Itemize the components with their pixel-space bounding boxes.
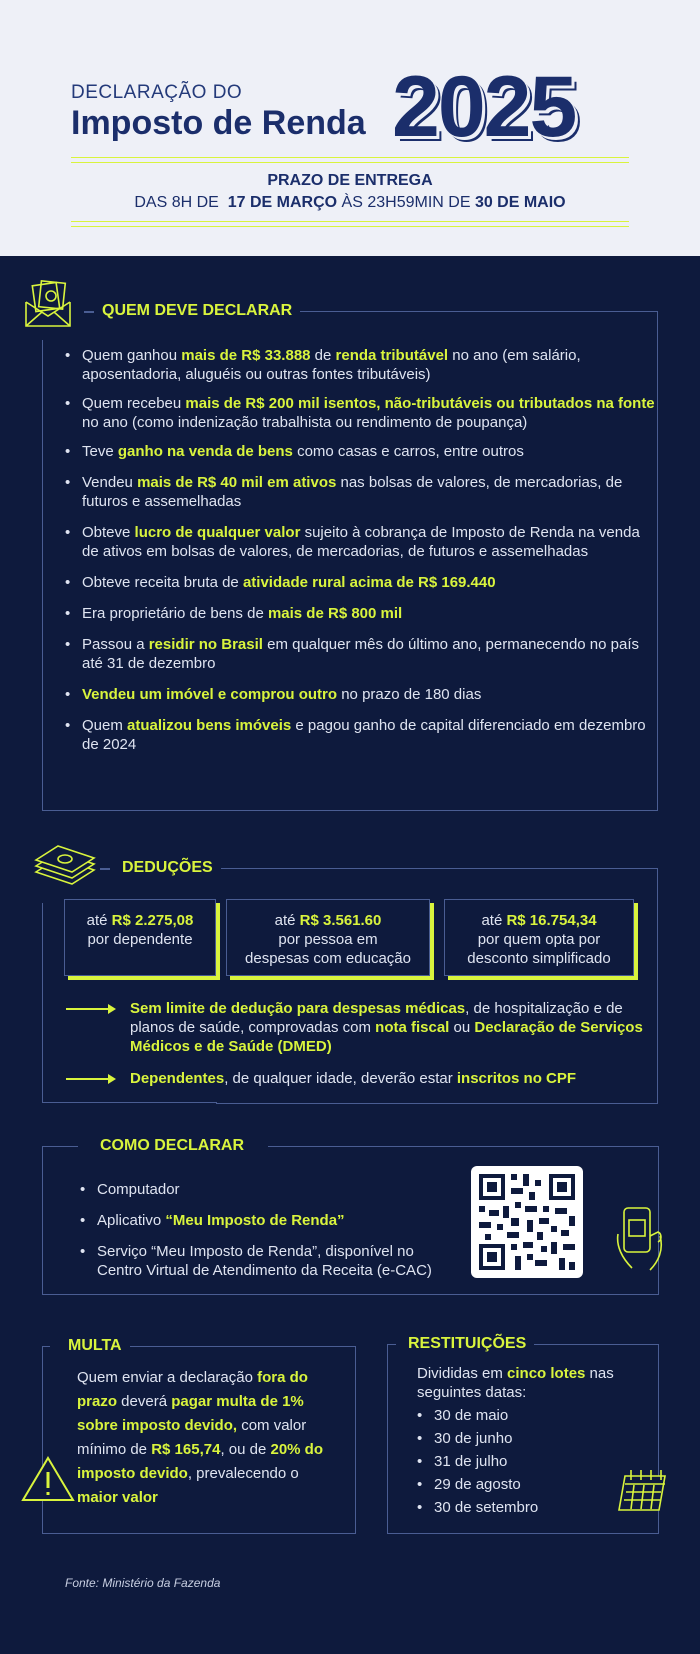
intro-text: nas seguintes datas: [417,1365,614,1401]
qr-code[interactable] [471,1166,583,1278]
list-item [65,473,655,511]
arrow-icon [66,1008,114,1010]
item-text: Era proprietário de bens de [82,605,268,622]
list-item [417,1429,597,1448]
note-highlight: nota fiscal [375,1019,450,1036]
multa-text-part: com valor mínimo de [77,1417,307,1458]
deduction-card-dependente [64,899,216,976]
list-item [80,1180,460,1199]
item-text: Vendeu [82,474,138,491]
intro-highlight: cinco lotes [507,1365,586,1382]
card-desc: por pessoa em [278,931,378,948]
list-item [417,1498,597,1517]
list-item [417,1475,597,1494]
multa-highlight: fora do prazo [77,1369,308,1410]
item-text: Quem recebeu [82,395,186,412]
item-text: em qualquer mês do último ano, permanecendo no país até 31 de dezembro [82,636,639,672]
multa-highlight: R$ 165,74 [151,1441,221,1458]
list-item [417,1452,597,1471]
item-text: no prazo de 180 dias [337,686,482,703]
note-text: , de hospitalização e de planos de saúde, comprovadas com [130,1000,623,1036]
item-highlight: Vendeu um imóvel e comprou outro [82,686,338,703]
item-highlight: mais de R$ 200 mil isentos, não-tributáveis ou tributados na fonte [185,395,655,412]
calendar-icon [617,1466,671,1514]
header-year: 2025 [392,59,576,155]
card-pre: até [274,912,296,929]
item-text: Serviço “Meu Imposto de Renda”, disponível no Centro Virtual de Atendimento da Receita (e-CAC) [97,1243,432,1279]
multa-text-part: deverá [117,1393,172,1410]
note-highlight: inscritos no CPF [456,1070,577,1087]
note-text: , de qualquer idade, deverão estar [224,1070,457,1087]
deadline-title: PRAZO DE ENTREGA [267,172,433,189]
item-text: sujeito à cobrança de Imposto de Renda na venda de ativos em bolsas de valores, de mercadorias, de futuros e assemelhadas [82,524,640,560]
item-text: nas bolsas de valores, de mercadorias, de futuros e assemelhadas [82,474,623,510]
header-title: Imposto de Renda [71,104,366,142]
item-text: Teve [82,443,118,460]
item-highlight: mais de R$ 33.888 [181,347,311,364]
multa-text-part: , prevalecendo o [187,1465,299,1482]
header-divider-bottom [71,221,629,227]
como-list [80,1180,460,1280]
card-desc: desconto simplificado [467,950,611,967]
list-item [65,573,655,592]
item-text: Obteve [82,524,135,541]
money-stack-icon [32,838,98,890]
intro-text: Divididas em [417,1365,508,1382]
restituicoes-intro [417,1364,627,1402]
item-highlight: mais de R$ 40 mil em ativos [137,474,337,491]
quem-box-top [285,311,657,312]
multa-highlight: pagar multa de 1% sobre imposto devido, [77,1393,304,1434]
como-title: COMO DECLARAR [92,1137,252,1155]
item-text: Obteve receita bruta de [82,574,243,591]
deducoes-note-dependentes [130,1069,650,1088]
deducoes-note-medicas [130,999,650,1056]
card-desc: por quem opta por [477,931,601,948]
list-item [65,523,655,561]
restituicoes-title: RESTITUIÇÕES [400,1335,534,1353]
item-text: no ano (em salário, aposentadoria, aluguéis ou outras fontes tributáveis) [82,347,581,383]
restituicoes-dates [417,1406,597,1517]
list-item [65,394,655,432]
note-highlight: Dependentes [130,1070,225,1087]
item-highlight: lucro de qualquer valor [134,524,301,541]
item-text: e pagou ganho de capital diferenciado em dezembro de 2024 [82,717,646,753]
card-desc: despesas com educação [245,950,411,967]
deducoes-title-dash [100,868,110,870]
list-item [65,716,655,754]
source-note: Fonte: Ministério da Fazenda [65,1576,221,1590]
item-text: Passou a [82,636,149,653]
arrow-icon [66,1078,114,1080]
item-text: Aplicativo [97,1212,166,1229]
item-highlight: residir no Brasil [148,636,263,653]
list-item [65,442,655,461]
note-text: ou [449,1019,475,1036]
item-text: Quem [82,717,128,734]
item-highlight: atualizou bens imóveis [127,717,292,734]
deducoes-title: DEDUÇÕES [114,859,221,877]
deadline-start: 17 DE MARÇO [227,194,338,211]
card-value: R$ 3.561.60 [299,912,382,929]
list-item [65,346,655,384]
list-item [65,635,655,673]
multa-title: MULTA [60,1337,130,1355]
list-item [65,604,655,623]
header-divider-top [71,157,629,163]
item-text: no ano (como indenização trabalhista ou rendimento de poupança) [82,414,528,431]
item-highlight: “Meu Imposto de Renda” [165,1212,345,1229]
date-text: 30 de maio [434,1407,509,1424]
card-pre: até [86,912,108,929]
multa-text [77,1366,339,1510]
multa-highlight: 20% do imposto devido [77,1441,323,1482]
item-highlight: renda tributável [335,347,449,364]
item-text: como casas e carros, entre outros [292,443,524,460]
deadline-pre: DAS 8H DE [134,194,219,211]
deduction-card-simplificado [444,899,634,976]
card-value: R$ 2.275,08 [111,912,194,929]
card-value: R$ 16.754,34 [506,912,597,929]
item-text: de [310,347,336,364]
quem-list [65,346,655,754]
deadline-mid: ÀS 23H59MIN DE [341,194,471,211]
quem-box-left [42,340,43,810]
date-text: 30 de setembro [434,1499,539,1516]
date-text: 30 de junho [434,1430,513,1447]
phone-qr-icon [614,1206,666,1272]
date-text: 29 de agosto [434,1476,521,1493]
item-text: Quem ganhou [82,347,182,364]
card-pre: até [481,912,503,929]
item-highlight: ganho na venda de bens [117,443,293,460]
list-item [65,685,655,704]
multa-text-part: , ou de [220,1441,271,1458]
item-highlight: atividade rural acima de R$ 169.440 [242,574,496,591]
quem-title: QUEM DEVE DECLARAR [94,302,300,320]
header-subtitle: DECLARAÇÃO DO [71,82,243,103]
deduction-card-educacao [226,899,430,976]
warning-icon [20,1455,76,1503]
item-text: Computador [97,1181,180,1198]
item-highlight: mais de R$ 800 mil [267,605,403,622]
list-item [417,1406,597,1425]
date-text: 31 de julho [434,1453,508,1470]
multa-highlight: maior valor [77,1489,158,1506]
deadline-text [0,194,700,212]
deadline-end: 30 DE MAIO [474,194,566,211]
multa-text-part: Quem enviar a declaração [77,1369,258,1386]
list-item [80,1211,460,1230]
list-item [80,1242,460,1280]
header [0,0,700,256]
card-desc: por dependente [87,931,193,948]
note-highlight: Declaração de Serviços Médicos e de Saúde (DMED) [130,1019,643,1055]
note-highlight: Sem limite de dedução para despesas médicas [130,1000,466,1017]
